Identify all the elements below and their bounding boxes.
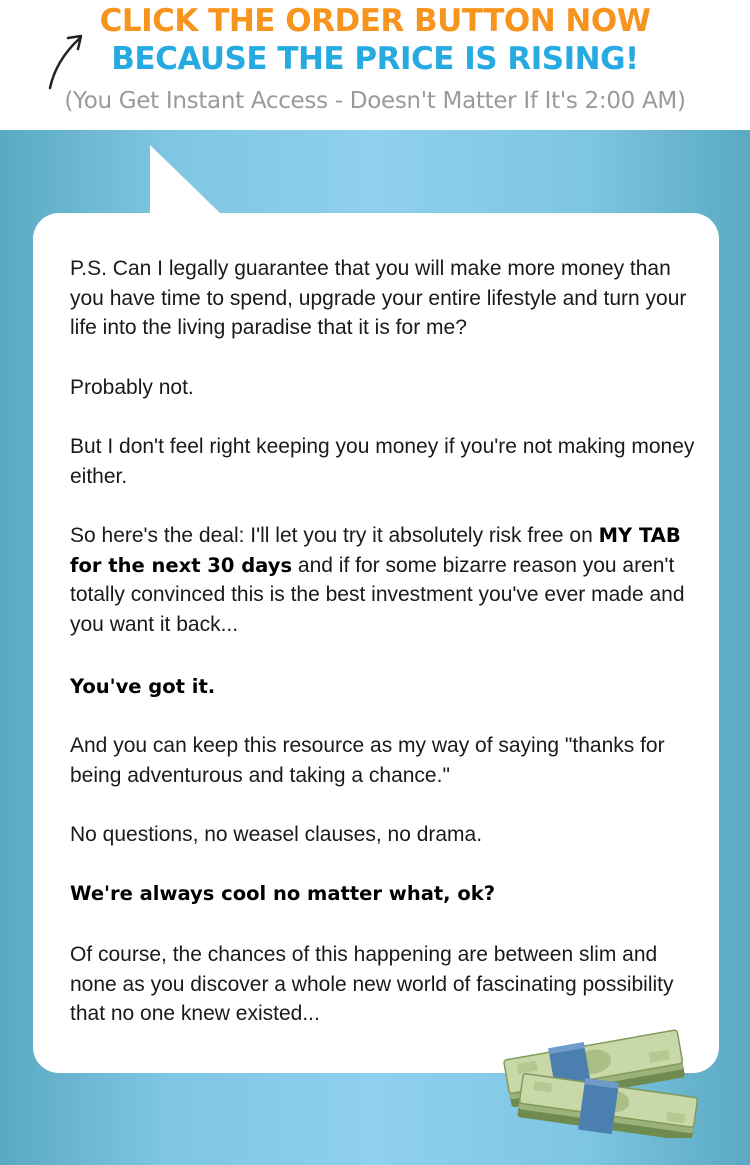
paragraph-always-cool: We're always cool no matter what, ok? [70,882,496,905]
subheadline-instant-access: (You Get Instant Access - Doesn't Matter If It's 2:00 AM) [64,88,686,114]
paragraph-youve-got-it: You've got it. [70,675,216,698]
paragraph-the-deal [70,521,700,639]
deal-text-start: So here's the deal: I'll let you try it absolutely risk free on [70,524,593,547]
header-area [0,0,750,130]
paragraph-ps-guarantee: P.S. Can I legally guarantee that you will make more money than you have time to spend, upgrade your entire lifestyle and turn your life into the living paradise that it is for me? [70,257,687,339]
money-stack-icon [492,1016,704,1138]
paragraph-keeping-money: But I don't feel right keeping you money if you're not making money either. [70,435,695,488]
paragraph-probably-not: Probably not. [70,376,194,399]
paragraph-chances: Of course, the chances of this happening are between slim and none as you discover a whole new world of fascinating possibility that no one knew existed... [70,943,674,1025]
deal-text-bold: MY TAB for the next 30 days [70,524,681,577]
paragraph-no-questions: No questions, no weasel clauses, no drama. [70,823,483,846]
paragraph-keep-resource: And you can keep this resource as my way of saying "thanks for being adventurous and taking a chance." [70,734,665,787]
headline-order-now: CLICK THE ORDER BUTTON NOW [99,3,651,39]
deal-text-end: and if for some bizarre reason you aren't totally convinced this is the best investment you've ever made and you want it back... [70,553,685,636]
headline-price-rising: BECAUSE THE PRICE IS RISING! [111,41,639,77]
